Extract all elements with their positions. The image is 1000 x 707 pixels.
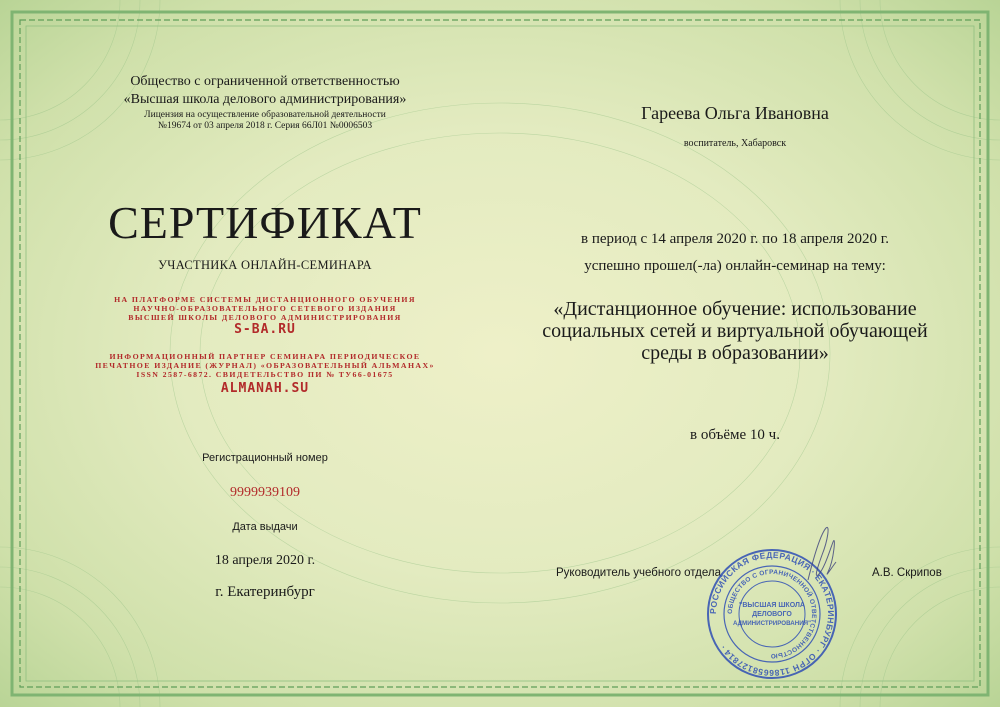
issue-date-label: Дата выдачи [232,521,298,533]
certificate-title: СЕРТИФИКАТ [108,197,422,248]
platform-line-1: НА ПЛАТФОРМЕ СИСТЕМЫ ДИСТАНЦИОННОГО ОБУЧЕНИЯ [114,295,416,304]
license-line-1: Лицензия на осуществление образовательной деятельности [144,110,386,120]
seminar-passed: успешно прошел(-ла) онлайн-семинар на тему: [584,258,886,274]
recipient-role: воспитатель, Хабаровск [683,138,787,149]
signature-icon [778,520,848,590]
seminar-topic: «Дистанционное обучение: использование социальных сетей и виртуальной обучающей среды в образовании» [542,298,928,364]
platform-site: S-BA.RU [234,322,296,337]
svg-text:ДЕЛОВОГО: ДЕЛОВОГО [752,611,792,618]
partner-line-2: ПЕЧАТНОЕ ИЗДАНИЕ (ЖУРНАЛ) «ОБРАЗОВАТЕЛЬНЫЙ АЛЬМАНАХ» [95,361,435,370]
partner-line-1: ИНФОРМАЦИОННЫЙ ПАРТНЕР СЕМИНАРА ПЕРИОДИЧЕСКОЕ [109,352,421,361]
seminar-volume: в объёме 10 ч. [690,427,780,443]
signer-position: Руководитель учебного отдела [556,567,722,579]
issue-date: 18 апреля 2020 г. [214,553,316,568]
platform-line-3: ВЫСШЕЙ ШКОЛЫ ДЕЛОВОГО АДМИНИСТРИРОВАНИЯ [128,313,402,322]
svg-text:АДМИНИСТРИРОВАНИЯ": АДМИНИСТРИРОВАНИЯ" [732,620,812,627]
issuer-line-1: Общество с ограниченной ответственностью [130,74,400,89]
recipient-name: Гареева Ольга Ивановна [641,103,829,123]
platform-line-2: НАУЧНО-ОБРАЗОВАТЕЛЬНОГО СЕТЕВОГО ИЗДАНИЯ [133,304,397,313]
issue-city: г. Екатеринбург [215,584,315,600]
partner-site: ALMANAH.SU [220,381,310,396]
partner-line-3: ISSN 2587-6872. СВИДЕТЕЛЬСТВО ПИ № ТУ66-01675 [136,370,394,379]
svg-text:РОССИЙСКАЯ ФЕДЕРАЦИЯ · ЕКАТЕРИ: РОССИЙСКАЯ ФЕДЕРАЦИЯ · ЕКАТЕРИНБУРГ · ОГРН 1186658127814 · [707,549,837,679]
seminar-period: в период с 14 апреля 2020 г. по 18 апреля 2020 г. [581,231,889,247]
svg-text:"ВЫСШАЯ ШКОЛА: "ВЫСШАЯ ШКОЛА [739,602,805,609]
certificate-subtitle: УЧАСТНИКА ОНЛАЙН-СЕМИНАРА [158,258,372,272]
svg-text:ОБЩЕСТВО С ОГРАНИЧЕННОЙ ОТВЕТС: ОБЩЕСТВО С ОГРАНИЧЕННОЙ ОТВЕТСТВЕННОСТЬЮ [726,568,818,660]
license-line-2: №19674 от 03 апреля 2018 г. Серия 66Л01 №0006503 [157,121,373,131]
registration-number: 9999939109 [230,485,300,500]
issuer-line-2: «Высшая школа делового администрирования» [123,92,407,107]
registration-label: Регистрационный номер [202,452,328,464]
signer-name: А.В. Скрипов [872,567,942,579]
